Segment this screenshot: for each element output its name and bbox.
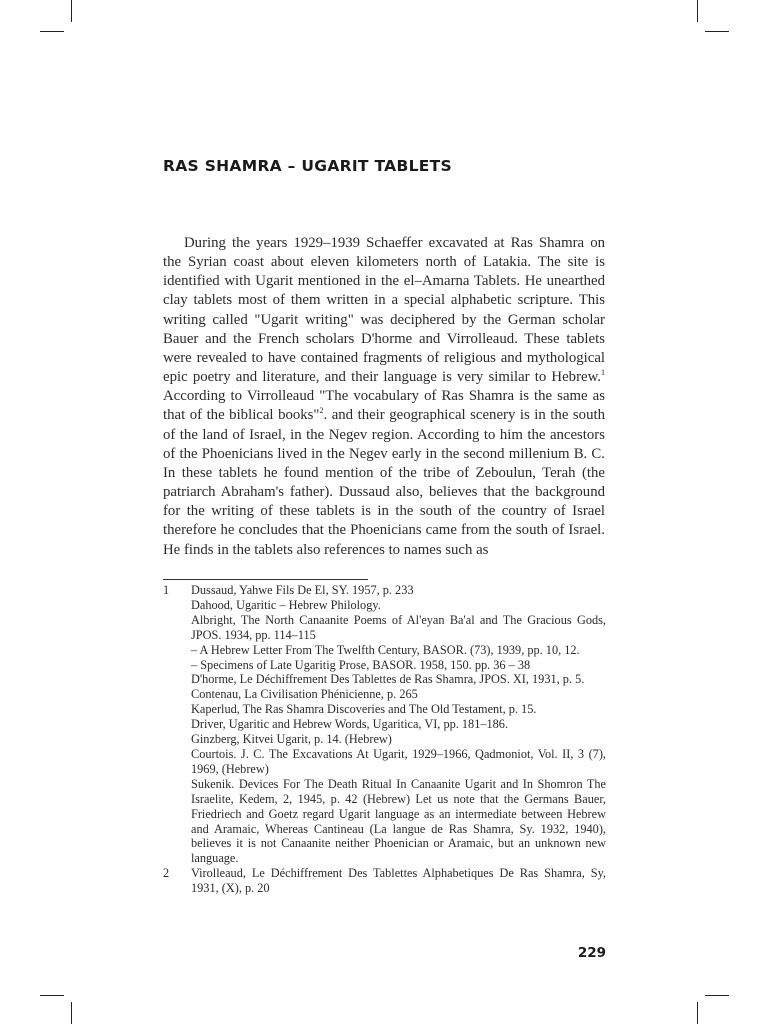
- footnote-line: Dahood, Ugaritic – Hebrew Philology.: [191, 597, 381, 612]
- footnote-line: Dussaud, Yahwe Fils De El, SY. 1957, p. 233: [191, 583, 414, 597]
- chapter-title: RAS SHAMRA – UGARIT TABLETS: [163, 157, 452, 175]
- footnote-number: 1: [163, 583, 170, 597]
- crop-mark: [71, 0, 72, 22]
- crop-mark: [697, 0, 698, 22]
- footnote-line: – A Hebrew Letter From The Twelfth Century, BASOR. (73), 1939, pp. 10, 12.: [191, 642, 580, 657]
- footnote-number: 2: [163, 866, 170, 881]
- crop-mark: [40, 31, 64, 32]
- body-text-part: . and their geographical scenery is in the south of the land of Israel, in the Negev region. According to him the ancestors of the Phoenicians lived in the Negev early in the second millenium B. C. In these tablets he found mention of the tribe of Zeboulun, Terah (the patriarch Abraham's father). Dussaud also, believes that the background for the writing of these tablets is in the south of the country of Israel therefore he concludes that the Phoenicians came from the south of Israel. He finds in the tablets also references to names such as: [163, 407, 605, 558]
- footnote-line: Sukenik. Devices For The Death Ritual In Canaanite Ugarit and In Shomron The Israelite, Kedem, 2, 1945, p. 42 (Hebrew) Let us note that the Germans Bauer, Friedriech and Goetz regard Ugarit language as an intermediate between Hebrew and Aramaic, Whereas Cantineau (La langue de Ras Shamra, Sy. 1932, 1940), believes it is not Canaanite neither Phoenician or Aramaic, but an unknown new language.: [191, 776, 606, 866]
- footnote-line: Virolleaud, Le Déchiffrement Des Tablettes Alphabetiques De Ras Shamra, Sy, 1931, (X), p. 20: [191, 866, 606, 896]
- footnote-ref: 2: [319, 406, 324, 416]
- footnote-line: Driver, Ugaritic and Hebrew Words, Ugaritica, VI, pp. 181–186.: [191, 717, 509, 732]
- footnote-line: Albright, The North Canaanite Poems of Al'eyan Ba'al and The Gracious Gods, JPOS. 1934, pp. 114–115: [191, 612, 606, 642]
- crop-mark: [705, 31, 729, 32]
- body-text: [163, 234, 605, 560]
- footnotes: [163, 583, 606, 896]
- body-text-part: According to Virrolleaud "The vocabulary of Ras Shamra is the same as that of the biblical books": [163, 388, 605, 424]
- page-number: 229: [577, 945, 606, 961]
- footnote: [163, 583, 606, 866]
- footnote-line: Courtois. J. C. The Excavations At Ugarit, 1929–1966, Qadmoniot, Vol. II, 3 (7), 1969, (Hebrew): [191, 746, 606, 776]
- crop-mark: [40, 995, 64, 996]
- footnote-ref: 1: [601, 368, 605, 378]
- body-paragraph: [163, 234, 605, 560]
- footnote-divider: [163, 579, 368, 580]
- footnote-line: Kaperlud, The Ras Shamra Discoveries and The Old Testament, p. 15.: [191, 702, 537, 717]
- footnote: [163, 866, 606, 896]
- crop-mark: [697, 1002, 698, 1024]
- footnote-line: Contenau, La Civilisation Phénicienne, p. 265: [191, 687, 418, 702]
- body-text-part: During the years 1929–1939 Schaeffer excavated at Ras Shamra on the Syrian coast about eleven kilometers north of Latakia. The site is identified with Ugarit mentioned in the el–Amarna Tablets. He unearthed clay tablets most of them written in a special alphabetic scripture. This writing called "Ugarit writing" was deciphered by the German scholar Bauer and the French scholars D'horme and Virrolleaud. These tablets were revealed to have contained fragments of religious and mythological epic poetry and literature, and their language is very similar to Hebrew.: [163, 235, 605, 386]
- crop-mark: [705, 995, 729, 996]
- footnote-line: – Specimens of Late Ugaritig Prose, BASOR. 1958, 150. pp. 36 – 38: [191, 657, 531, 672]
- footnote-line: D'horme, Le Déchiffrement Des Tablettes de Ras Shamra, JPOS. XI, 1931, p. 5.: [191, 672, 585, 687]
- crop-mark: [71, 1002, 72, 1024]
- footnote-line: Ginzberg, Kitvei Ugarit, p. 14. (Hebrew): [191, 732, 392, 747]
